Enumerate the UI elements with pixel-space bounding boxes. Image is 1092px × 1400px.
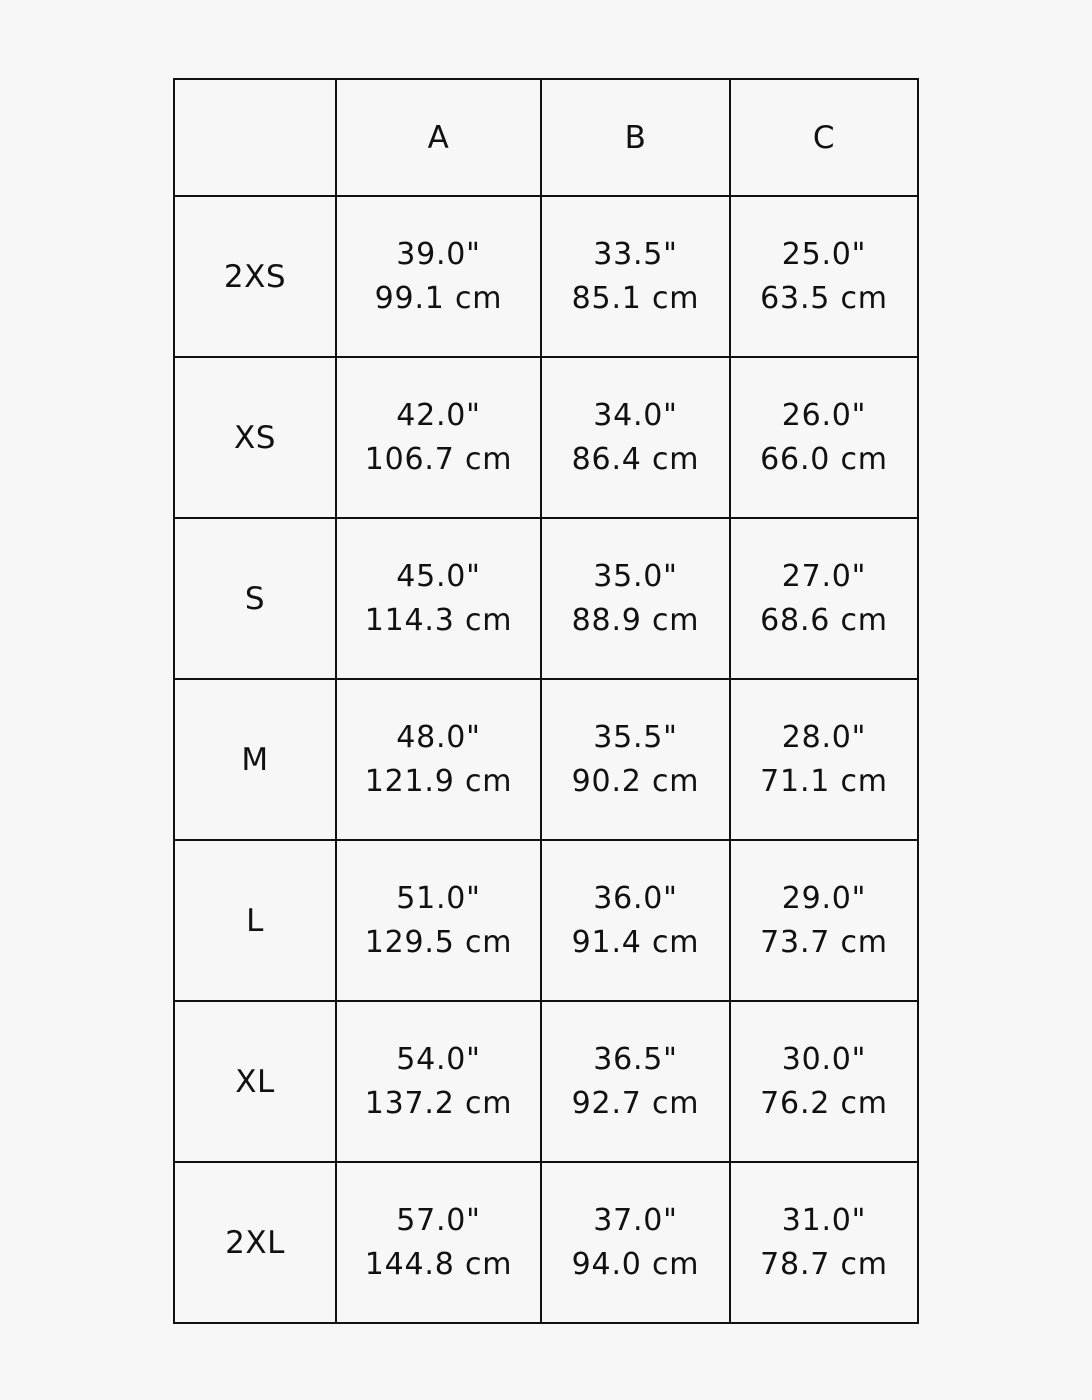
measurement-cell-a bbox=[336, 679, 541, 840]
table-row bbox=[174, 679, 918, 840]
inch-value: 39.0" bbox=[396, 236, 481, 272]
measurement-cell-c bbox=[730, 357, 918, 518]
size-label: M bbox=[174, 679, 336, 840]
inch-value: 29.0" bbox=[781, 880, 867, 916]
cm-value: 121.9 cm bbox=[364, 763, 513, 799]
table-row bbox=[174, 1162, 918, 1323]
measurement-cell-b bbox=[541, 518, 730, 679]
cm-value: 85.1 cm bbox=[571, 280, 700, 316]
inch-value: 31.0" bbox=[781, 1202, 867, 1238]
cm-value: 66.0 cm bbox=[760, 441, 888, 477]
inch-value: 35.0" bbox=[593, 558, 678, 594]
measurement-cell-b bbox=[541, 679, 730, 840]
cm-value: 73.7 cm bbox=[760, 924, 888, 960]
table-row bbox=[174, 196, 918, 357]
corner-cell bbox=[174, 79, 336, 196]
cm-value: 137.2 cm bbox=[364, 1085, 513, 1121]
cm-value: 68.6 cm bbox=[760, 602, 888, 638]
inch-value: 26.0" bbox=[781, 397, 867, 433]
inch-value: 27.0" bbox=[781, 558, 867, 594]
measurement-cell-a bbox=[336, 840, 541, 1001]
table-row bbox=[174, 518, 918, 679]
column-header-a: A bbox=[336, 79, 541, 196]
inch-value: 33.5" bbox=[593, 236, 678, 272]
cm-value: 94.0 cm bbox=[571, 1246, 700, 1282]
cm-value: 76.2 cm bbox=[760, 1085, 888, 1121]
measurement-cell-c bbox=[730, 1001, 918, 1162]
size-label: 2XL bbox=[174, 1162, 336, 1323]
inch-value: 54.0" bbox=[396, 1041, 481, 1077]
inch-value: 25.0" bbox=[781, 236, 867, 272]
cm-value: 78.7 cm bbox=[760, 1246, 888, 1282]
cm-value: 88.9 cm bbox=[571, 602, 700, 638]
size-label: S bbox=[174, 518, 336, 679]
size-label: 2XS bbox=[174, 196, 336, 357]
cm-value: 71.1 cm bbox=[760, 763, 888, 799]
inch-value: 36.0" bbox=[593, 880, 678, 916]
cm-value: 144.8 cm bbox=[364, 1246, 513, 1282]
size-chart-table bbox=[173, 78, 919, 1324]
measurement-cell-b bbox=[541, 1001, 730, 1162]
measurement-cell-c bbox=[730, 518, 918, 679]
cm-value: 63.5 cm bbox=[760, 280, 888, 316]
measurement-cell-a bbox=[336, 1001, 541, 1162]
inch-value: 42.0" bbox=[396, 397, 481, 433]
measurement-cell-b bbox=[541, 196, 730, 357]
inch-value: 45.0" bbox=[396, 558, 481, 594]
measurement-cell-c bbox=[730, 840, 918, 1001]
inch-value: 28.0" bbox=[781, 719, 867, 755]
inch-value: 48.0" bbox=[396, 719, 481, 755]
cm-value: 90.2 cm bbox=[571, 763, 700, 799]
measurement-cell-a bbox=[336, 518, 541, 679]
inch-value: 51.0" bbox=[396, 880, 481, 916]
inch-value: 36.5" bbox=[593, 1041, 678, 1077]
cm-value: 92.7 cm bbox=[571, 1085, 700, 1121]
table-row bbox=[174, 357, 918, 518]
inch-value: 35.5" bbox=[593, 719, 678, 755]
measurement-cell-b bbox=[541, 1162, 730, 1323]
cm-value: 114.3 cm bbox=[364, 602, 513, 638]
inch-value: 37.0" bbox=[593, 1202, 678, 1238]
cm-value: 86.4 cm bbox=[571, 441, 700, 477]
column-header-b: B bbox=[541, 79, 730, 196]
cm-value: 99.1 cm bbox=[374, 280, 503, 316]
inch-value: 34.0" bbox=[593, 397, 678, 433]
measurement-cell-b bbox=[541, 840, 730, 1001]
measurement-cell-b bbox=[541, 357, 730, 518]
size-label: XL bbox=[174, 1001, 336, 1162]
table-row bbox=[174, 840, 918, 1001]
measurement-cell-c bbox=[730, 1162, 918, 1323]
cm-value: 106.7 cm bbox=[364, 441, 513, 477]
measurement-cell-a bbox=[336, 196, 541, 357]
size-label: XS bbox=[174, 357, 336, 518]
cm-value: 129.5 cm bbox=[364, 924, 513, 960]
cm-value: 91.4 cm bbox=[571, 924, 700, 960]
measurement-cell-a bbox=[336, 1162, 541, 1323]
measurement-cell-c bbox=[730, 679, 918, 840]
column-header-c: C bbox=[730, 79, 918, 196]
table-row bbox=[174, 1001, 918, 1162]
inch-value: 57.0" bbox=[396, 1202, 481, 1238]
inch-value: 30.0" bbox=[781, 1041, 867, 1077]
measurement-cell-c bbox=[730, 196, 918, 357]
size-label: L bbox=[174, 840, 336, 1001]
measurement-cell-a bbox=[336, 357, 541, 518]
header-row bbox=[174, 79, 918, 196]
